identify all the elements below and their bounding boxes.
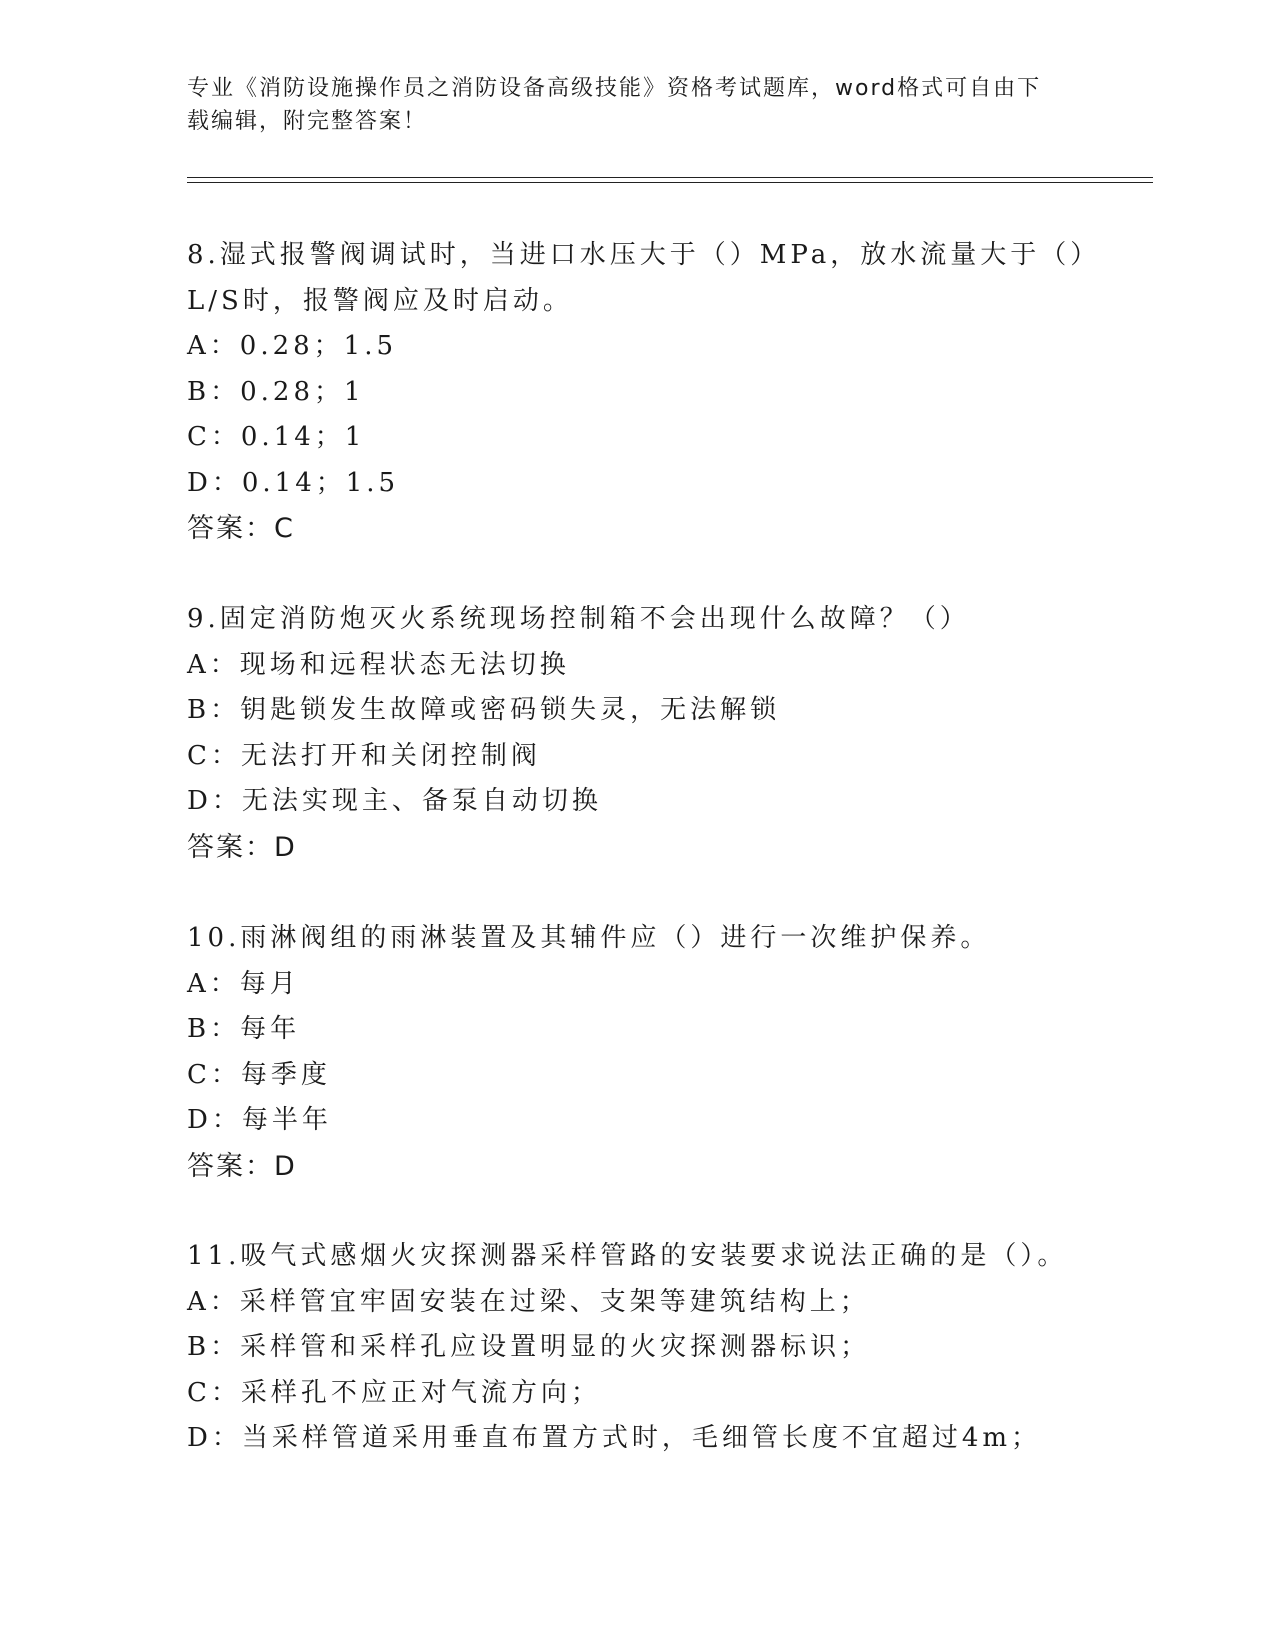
- header-line-2: 载编辑，附完整答案！: [187, 109, 428, 134]
- option-c: C：采样孔不应正对气流方向；: [187, 1377, 601, 1408]
- option-d: D：每半年: [187, 1105, 332, 1135]
- option-a: A：采样管宜牢固安装在过梁、支架等建筑结构上；: [187, 1286, 870, 1317]
- option-c: C：每季度: [187, 1059, 331, 1090]
- question-11: [187, 1234, 1147, 1462]
- option-b: B：采样管和采样孔应设置明显的火灾探测器标识；: [187, 1332, 871, 1362]
- option-d: D：当采样管道采用垂直布置方式时，毛细管长度不宜超过4m；: [187, 1423, 1042, 1453]
- question-stem: 8.湿式报警阀调试时，当进口水压大于（）MPa，放水流量大于（）: [187, 240, 1101, 270]
- header-divider-bottom: [187, 182, 1153, 183]
- question-9: [187, 597, 1147, 870]
- answer: 答案：D: [187, 1150, 297, 1182]
- header-divider-top: [187, 177, 1153, 178]
- question-stem: 11.吸气式感烟火灾探测器采样管路的安装要求说法正确的是（）。: [187, 1241, 1068, 1271]
- option-b: B：钥匙锁发生故障或密码锁失灵，无法解锁: [187, 695, 781, 725]
- option-c: C：无法打开和关闭控制阀: [187, 740, 541, 771]
- question-stem: 9.固定消防炮灭火系统现场控制箱不会出现什么故障？（）: [187, 604, 970, 634]
- question-8: [187, 233, 1147, 552]
- option-d: D：无法实现主、备泵自动切换: [187, 786, 602, 816]
- answer: 答案：C: [187, 513, 295, 544]
- option-d: D：0.14；1.5: [187, 467, 400, 498]
- answer: 答案：D: [187, 831, 297, 863]
- option-b: B：0.28；1: [187, 376, 365, 407]
- option-c: C：0.14；1: [187, 422, 366, 452]
- question-10: [187, 916, 1147, 1189]
- question-stem: L/S时，报警阀应及时启动。: [187, 285, 573, 316]
- option-a: A：0.28；1.5: [187, 331, 398, 361]
- header-line-1: 专业《消防设施操作员之消防设备高级技能》资格考试题库，word格式可自由下: [187, 76, 1042, 101]
- option-a: A：现场和远程状态无法切换: [187, 649, 570, 680]
- option-a: A：每月: [187, 968, 300, 999]
- question-stem: 10.雨淋阀组的雨淋装置及其辅件应（）进行一次维护保养。: [187, 923, 991, 953]
- document-header: [187, 72, 1087, 138]
- option-b: B：每年: [187, 1014, 301, 1044]
